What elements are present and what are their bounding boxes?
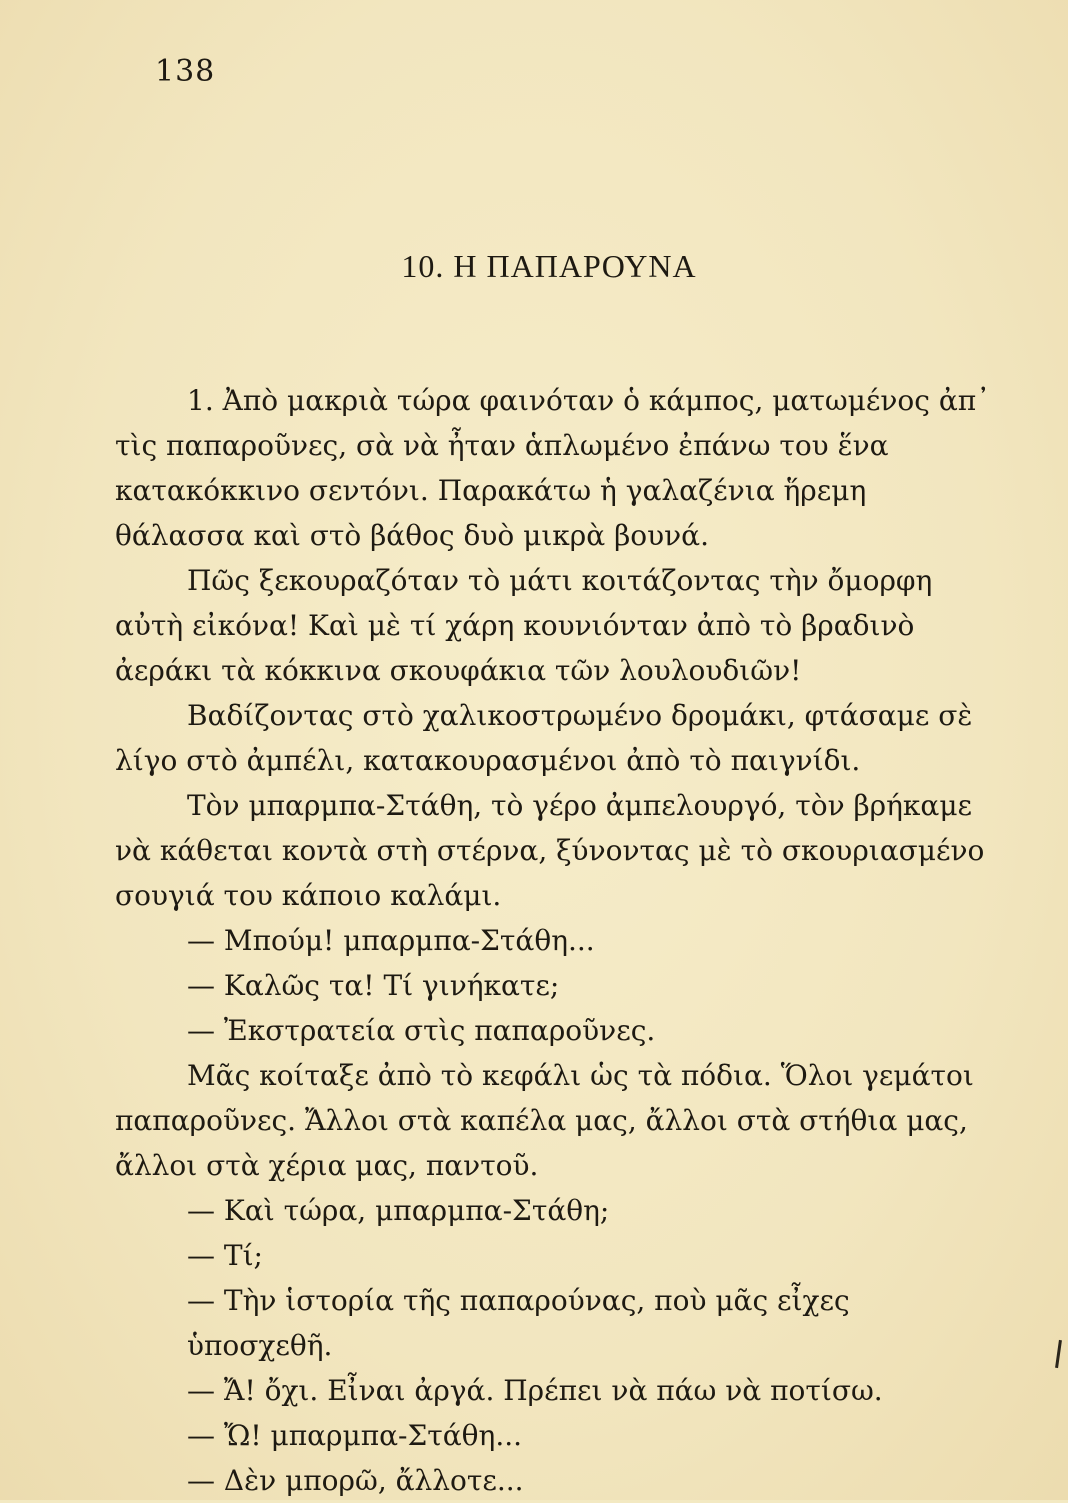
dialog-line: — Καλῶς τα! Τί γινήκατε; <box>187 969 560 1002</box>
margin-mark <box>1055 1340 1062 1368</box>
paragraph: Βαδίζοντας στὸ χαλικοστρωμένο δρομάκι, φτάσαμε σὲ λίγο στὸ ἀμπέλι, κατακουρασμένοι ἀπὸ τὸ παιγνίδι. <box>115 699 973 777</box>
chapter-title: 10. Η ΠΑΠΑΡΟΥΝΑ <box>401 248 697 284</box>
dialog-line: — Δὲν μπορῶ, ἄλλοτε... <box>187 1464 524 1497</box>
dialog-line: — Ὤ! μπαρμπα-Στάθη... <box>187 1419 523 1452</box>
dialog-line: — Μπούμ! μπαρμπα-Στάθη... <box>187 924 595 957</box>
dialog-line: — Τὴν ἱστορία τῆς παπαρούνας, ποὺ μᾶς εἶχες ὑποσχεθῆ. <box>187 1284 850 1362</box>
dialog-line: — Ἐκστρατεία στὶς παπαροῦνες. <box>187 1014 656 1047</box>
paragraph: 1. Ἀπὸ μακριὰ τώρα φαινόταν ὁ κάμπος, ματωμένος ἀπ᾽ τὶς παπαροῦνες, σὰ νὰ ἦταν ἁπλωμένο ἐπάνω του ἕνα κατακόκκινο σεντόνι. Παρακάτω ἡ γαλαζένια ἥρεμη θάλασσα καὶ στὸ βάθος δυὸ μικρὰ βουνά. <box>115 384 991 552</box>
dialog-line: — Τί; <box>187 1239 263 1272</box>
body-text <box>115 378 993 1503</box>
page-number: 138 <box>155 54 216 89</box>
paragraph: Τὸν μπαρμπα-Στάθη, τὸ γέρο ἀμπελουργό, τὸν βρήκαμε νὰ κάθεται κοντὰ στὴ στέρνα, ξύνοντας μὲ τὸ σκουριασμένο σουγιά του κάποιο καλάμι. <box>115 789 985 912</box>
dialog-line: — Ἄ! ὄχι. Εἶναι ἀργά. Πρέπει νὰ πάω νὰ ποτίσω. <box>187 1374 883 1407</box>
dialog-line: — Καὶ τώρα, μπαρμπα-Στάθη; <box>187 1194 610 1227</box>
paragraph: Πῶς ξεκουραζόταν τὸ μάτι κοιτάζοντας τὴν ὄμορφη αὐτὴ εἰκόνα! Καὶ μὲ τί χάρη κουνιόνταν ἀπὸ τὸ βραδινὸ ἀεράκι τὰ κόκκινα σκουφάκια τῶν λουλουδιῶν! <box>115 564 933 687</box>
paragraph: Μᾶς κοίταξε ἀπὸ τὸ κεφάλι ὡς τὰ πόδια. Ὅλοι γεμάτοι παπαροῦνες. Ἄλλοι στὰ καπέλα μας, ἄλλοι στὰ στήθια μας, ἄλλοι στὰ χέρια μας, παντοῦ. <box>115 1059 974 1182</box>
